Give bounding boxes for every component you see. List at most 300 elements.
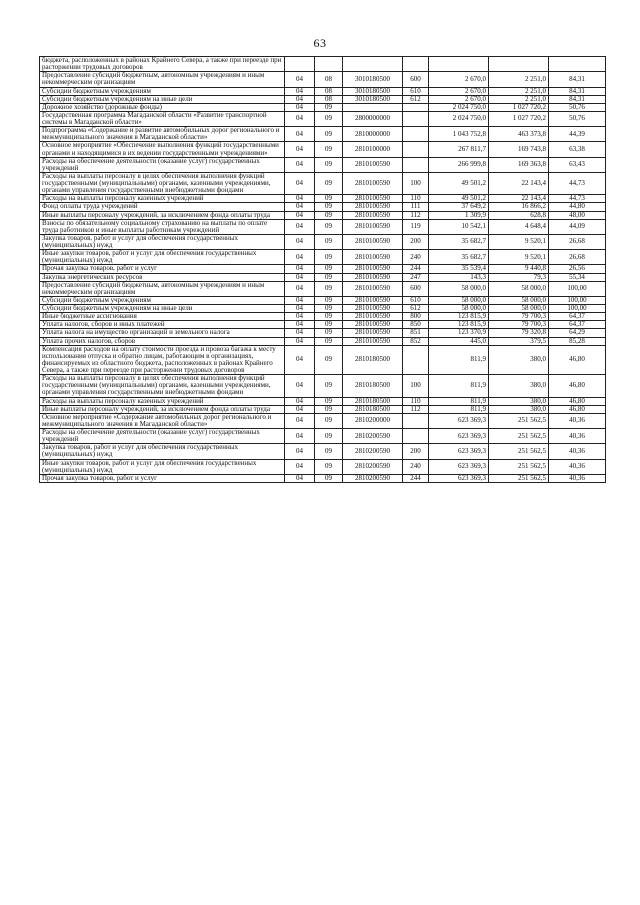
section-code-cell: 04 [285,375,315,397]
subsection-code-cell: 09 [315,250,343,265]
table-row [40,375,606,397]
planned-amount-cell: 623 369,3 [429,444,489,459]
execution-percent-cell: 64,29 [549,329,606,337]
target-article-cell: 2810200590 [343,429,403,444]
planned-amount-cell: 2 024 750,0 [429,103,489,111]
table-row [40,111,606,126]
executed-amount-cell: 16 866,2 [489,203,549,211]
target-article-cell [343,57,403,72]
executed-amount-cell [489,57,549,72]
expense-name-cell: Иные закупки товаров, работ и услуг для обеспечения государственных (муниципальных) нужд [40,459,285,474]
page-number: 63 [313,36,327,50]
execution-percent-cell: 64,37 [549,321,606,329]
target-article-cell: 2810200000 [343,413,403,428]
expense-type-cell: 111 [403,203,429,211]
section-code-cell: 04 [285,413,315,428]
section-code-cell: 04 [285,337,315,345]
execution-percent-cell [549,57,606,72]
target-article-cell: 3010180500 [343,95,403,103]
planned-amount-cell: 49 501,2 [429,172,489,194]
section-code-cell: 04 [285,345,315,375]
target-article-cell: 2810180500 [343,375,403,397]
section-code-cell: 04 [285,459,315,474]
expense-type-cell: 610 [403,87,429,95]
target-article-cell: 2810100590 [343,211,403,219]
execution-percent-cell: 26,68 [549,250,606,265]
expense-name-cell: Фонд оплаты труда учреждений [40,203,285,211]
expense-name-cell: Иные выплаты персоналу учреждений, за исключением фонда оплаты труда [40,405,285,413]
executed-amount-cell: 58 000,0 [489,296,549,304]
execution-percent-cell: 40,36 [549,429,606,444]
executed-amount-cell: 380,0 [489,345,549,375]
planned-amount-cell: 123 815,9 [429,321,489,329]
planned-amount-cell: 2 670,0 [429,95,489,103]
section-code-cell: 04 [285,429,315,444]
expense-type-cell: 612 [403,305,429,313]
execution-percent-cell: 100,00 [549,281,606,296]
expense-name-cell: Расходы на выплаты персоналу казенных учреждений [40,397,285,405]
planned-amount-cell: 58 000,0 [429,305,489,313]
expense-name-cell: Подпрограмма «Содержание и развитие автомобильных дорог регионального и межмуниципального значения в Магаданской области» [40,127,285,142]
expense-type-cell: 247 [403,273,429,281]
execution-percent-cell: 84,31 [549,87,606,95]
expense-name-cell: Предоставление субсидий бюджетным, автономным учреждениям и иным некоммерческим организациям [40,72,285,87]
table-row [40,219,606,234]
section-code-cell: 04 [285,397,315,405]
subsection-code-cell: 09 [315,429,343,444]
expense-name-cell: Прочая закупка товаров, работ и услуг [40,474,285,482]
planned-amount-cell: 37 649,2 [429,203,489,211]
table-body [40,57,606,483]
execution-percent-cell: 26,56 [549,265,606,273]
subsection-code-cell: 08 [315,87,343,95]
executed-amount-cell: 22 143,4 [489,195,549,203]
table-row [40,345,606,375]
expense-name-cell: Уплата налога на имущество организаций и земельного налога [40,329,285,337]
subsection-code-cell: 09 [315,281,343,296]
section-code-cell: 04 [285,72,315,87]
subsection-code-cell: 09 [315,111,343,126]
subsection-code-cell: 09 [315,321,343,329]
expense-type-cell: 600 [403,72,429,87]
execution-percent-cell: 40,36 [549,413,606,428]
executed-amount-cell: 2 251,0 [489,72,549,87]
expense-type-cell: 240 [403,250,429,265]
executed-amount-cell: 79 700,3 [489,321,549,329]
executed-amount-cell: 251 562,5 [489,413,549,428]
subsection-code-cell: 09 [315,474,343,482]
expense-type-cell: 612 [403,95,429,103]
planned-amount-cell: 143,3 [429,273,489,281]
executed-amount-cell: 380,0 [489,405,549,413]
expense-type-cell: 100 [403,375,429,397]
subsection-code-cell: 09 [315,265,343,273]
subsection-code-cell: 08 [315,95,343,103]
planned-amount-cell: 267 811,7 [429,142,489,157]
executed-amount-cell: 169 743,8 [489,142,549,157]
target-article-cell: 2810100590 [343,219,403,234]
expense-name-cell: Основное мероприятие «Содержание автомобильных дорог регионального и межмуниципального значения в Магаданской области» [40,413,285,428]
target-article-cell: 2810100000 [343,142,403,157]
table-row [40,142,606,157]
subsection-code-cell: 09 [315,103,343,111]
target-article-cell: 2810200590 [343,474,403,482]
execution-percent-cell: 46,80 [549,345,606,375]
section-code-cell: 04 [285,313,315,321]
section-code-cell: 04 [285,172,315,194]
target-article-cell: 2810100590 [343,273,403,281]
executed-amount-cell: 463 373,8 [489,127,549,142]
planned-amount-cell: 123 370,9 [429,329,489,337]
executed-amount-cell: 251 562,5 [489,459,549,474]
expense-name-cell: Расходы на выплаты персоналу казенных учреждений [40,195,285,203]
section-code-cell: 04 [285,95,315,103]
subsection-code-cell: 09 [315,172,343,194]
planned-amount-cell: 811,9 [429,397,489,405]
target-article-cell: 2810100590 [343,321,403,329]
subsection-code-cell: 09 [315,195,343,203]
section-code-cell: 04 [285,444,315,459]
target-article-cell: 2810100590 [343,195,403,203]
section-code-cell: 04 [285,265,315,273]
subsection-code-cell: 09 [315,234,343,249]
section-code-cell: 04 [285,281,315,296]
table-row [40,273,606,281]
expense-name-cell: Закупка энергетических ресурсов [40,273,285,281]
subsection-code-cell: 09 [315,444,343,459]
expense-name-cell: Иные выплаты персоналу учреждений, за исключением фонда оплаты труда [40,211,285,219]
execution-percent-cell: 84,31 [549,95,606,103]
target-article-cell: 2810180500 [343,405,403,413]
target-article-cell: 2810100590 [343,172,403,194]
execution-percent-cell: 48,00 [549,211,606,219]
target-article-cell: 2810100590 [343,313,403,321]
expense-name-cell: Взносы по обязательному социальному страхованию на выплаты по оплате труда работников и иные выплаты работникам учреждений [40,219,285,234]
section-code-cell: 04 [285,103,315,111]
table-row [40,474,606,482]
subsection-code-cell: 09 [315,337,343,345]
table-row [40,203,606,211]
execution-percent-cell: 63,43 [549,157,606,172]
planned-amount-cell: 49 501,2 [429,195,489,203]
executed-amount-cell: 628,8 [489,211,549,219]
table-row [40,459,606,474]
expense-name-cell: Расходы на выплаты персоналу в целях обеспечения выполнения функций государственными (муниципальными) органами, казенными учреждениями, органами управления государственными внебюджетными фондами [40,172,285,194]
planned-amount-cell: 123 815,9 [429,313,489,321]
expense-type-cell: 200 [403,234,429,249]
execution-percent-cell: 40,36 [549,474,606,482]
section-code-cell: 04 [285,127,315,142]
expense-type-cell [403,57,429,72]
expense-name-cell: Субсидии бюджетным учреждениям [40,296,285,304]
table-row [40,87,606,95]
executed-amount-cell: 1 027 720,2 [489,111,549,126]
expense-type-cell [403,103,429,111]
execution-percent-cell: 44,39 [549,127,606,142]
execution-percent-cell: 85,28 [549,337,606,345]
table-row [40,127,606,142]
planned-amount-cell: 2 670,0 [429,72,489,87]
planned-amount-cell [429,57,489,72]
planned-amount-cell: 1 043 752,8 [429,127,489,142]
section-code-cell: 04 [285,296,315,304]
target-article-cell: 2810000000 [343,127,403,142]
expense-type-cell: 610 [403,296,429,304]
execution-percent-cell: 44,80 [549,203,606,211]
subsection-code-cell: 09 [315,305,343,313]
target-article-cell: 2810100590 [343,234,403,249]
executed-amount-cell: 1 027 720,2 [489,103,549,111]
section-code-cell: 04 [285,157,315,172]
table-row [40,172,606,194]
target-article-cell: 2810100590 [343,203,403,211]
expense-type-cell [403,345,429,375]
subsection-code-cell: 09 [315,397,343,405]
expense-name-cell: Предоставление субсидий бюджетным, автономным учреждениям и иным некоммерческим организациям [40,281,285,296]
expense-name-cell: Уплата налогов, сборов и иных платежей [40,321,285,329]
subsection-code-cell: 09 [315,329,343,337]
section-code-cell: 04 [285,142,315,157]
target-article-cell: 3010180500 [343,87,403,95]
executed-amount-cell: 79 700,3 [489,313,549,321]
execution-percent-cell: 100,00 [549,305,606,313]
planned-amount-cell: 2 024 750,0 [429,111,489,126]
section-code-cell: 04 [285,234,315,249]
expense-type-cell [403,413,429,428]
table-row [40,281,606,296]
expense-type-cell: 112 [403,211,429,219]
expense-type-cell: 800 [403,313,429,321]
target-article-cell: 2810100590 [343,337,403,345]
expense-type-cell: 112 [403,405,429,413]
executed-amount-cell: 251 562,5 [489,474,549,482]
expense-type-cell: 851 [403,329,429,337]
execution-percent-cell: 46,80 [549,375,606,397]
target-article-cell: 2810100590 [343,329,403,337]
planned-amount-cell: 58 000,0 [429,281,489,296]
planned-amount-cell: 623 369,3 [429,413,489,428]
executed-amount-cell: 58 000,0 [489,281,549,296]
execution-percent-cell: 64,37 [549,313,606,321]
section-code-cell: 04 [285,321,315,329]
execution-percent-cell: 46,80 [549,405,606,413]
subsection-code-cell: 09 [315,296,343,304]
planned-amount-cell: 811,9 [429,405,489,413]
expense-type-cell: 110 [403,195,429,203]
expense-name-cell: Прочая закупка товаров, работ и услуг [40,265,285,273]
executed-amount-cell: 2 251,0 [489,87,549,95]
target-article-cell: 2810180500 [343,397,403,405]
planned-amount-cell: 811,9 [429,345,489,375]
target-article-cell: 2810100590 [343,265,403,273]
executed-amount-cell: 58 000,0 [489,305,549,313]
section-code-cell: 04 [285,211,315,219]
executed-amount-cell: 169 363,8 [489,157,549,172]
section-code-cell: 04 [285,250,315,265]
expense-type-cell: 240 [403,459,429,474]
section-code-cell: 04 [285,329,315,337]
expense-name-cell: Субсидии бюджетным учреждениям [40,87,285,95]
budget-execution-table [39,56,606,483]
planned-amount-cell: 266 999,8 [429,157,489,172]
table-row [40,413,606,428]
executed-amount-cell: 79,3 [489,273,549,281]
table-row [40,444,606,459]
executed-amount-cell: 9 520,1 [489,234,549,249]
executed-amount-cell: 251 562,5 [489,429,549,444]
executed-amount-cell: 9 520,1 [489,250,549,265]
expense-type-cell: 200 [403,444,429,459]
target-article-cell: 2810100590 [343,296,403,304]
subsection-code-cell: 09 [315,211,343,219]
target-article-cell: 2810100590 [343,157,403,172]
subsection-code-cell: 09 [315,405,343,413]
target-article-cell: 2810200590 [343,459,403,474]
subsection-code-cell: 09 [315,127,343,142]
table-row [40,329,606,337]
target-article-cell: 2810100590 [343,250,403,265]
table-row [40,265,606,273]
subsection-code-cell: 09 [315,157,343,172]
subsection-code-cell: 09 [315,219,343,234]
execution-percent-cell: 46,80 [549,397,606,405]
execution-percent-cell: 100,00 [549,296,606,304]
planned-amount-cell: 1 309,9 [429,211,489,219]
execution-percent-cell: 50,76 [549,103,606,111]
planned-amount-cell: 10 542,1 [429,219,489,234]
expense-type-cell [403,111,429,126]
section-code-cell: 04 [285,474,315,482]
expense-name-cell: Закупка товаров, работ и услуг для обеспечения государственных (муниципальных) нужд [40,234,285,249]
target-article-cell: 2810100590 [343,281,403,296]
target-article-cell [343,103,403,111]
execution-percent-cell: 63,38 [549,142,606,157]
expense-type-cell [403,127,429,142]
expense-name-cell: Дорожное хозяйство (дорожные фонды) [40,103,285,111]
expense-name-cell: Иные закупки товаров, работ и услуг для обеспечения государственных (муниципальных) нужд [40,250,285,265]
table-row [40,57,606,72]
section-code-cell: 04 [285,195,315,203]
table-row [40,234,606,249]
subsection-code-cell: 09 [315,203,343,211]
expense-name-cell: Расходы на обеспечение деятельности (оказание услуг) государственных учреждений [40,429,285,444]
section-code-cell: 04 [285,87,315,95]
subsection-code-cell: 09 [315,375,343,397]
expense-name-cell: Расходы на обеспечение деятельности (оказание услуг) государственных учреждений [40,157,285,172]
expense-name-cell: Компенсация расходов на оплату стоимости проезда и провоза багажа к месту использования отпуска и обратно лицам, работающим в организациях, финансируемых из областного бюджета, расположенных в районах Крайнего Севера, а также при переезде при расторжении трудовых договоров [40,345,285,375]
expense-type-cell: 119 [403,219,429,234]
subsection-code-cell [315,57,343,72]
subsection-code-cell: 08 [315,72,343,87]
executed-amount-cell: 2 251,0 [489,95,549,103]
executed-amount-cell: 9 440,8 [489,265,549,273]
execution-percent-cell: 26,68 [549,234,606,249]
expense-name-cell: Основное мероприятие «Обеспечение выполнения функций государственными органами и находящимися в их ведении государственными учреждениями» [40,142,285,157]
expense-name-cell: Субсидии бюджетным учреждениям на иные цели [40,95,285,103]
target-article-cell: 2810100590 [343,305,403,313]
planned-amount-cell: 445,0 [429,337,489,345]
expense-type-cell [403,142,429,157]
planned-amount-cell: 623 369,3 [429,429,489,444]
expense-name-cell: бюджета, расположенных в районах Крайнего Севера, а также при переезде при расторжении трудовых договоров [40,57,285,72]
execution-percent-cell: 84,31 [549,72,606,87]
table-row [40,250,606,265]
expense-type-cell: 850 [403,321,429,329]
expense-type-cell: 852 [403,337,429,345]
executed-amount-cell: 251 562,5 [489,444,549,459]
planned-amount-cell: 58 000,0 [429,296,489,304]
section-code-cell: 04 [285,305,315,313]
planned-amount-cell: 811,9 [429,375,489,397]
expense-name-cell: Расходы на выплаты персоналу в целях обеспечения выполнения функций государственными (муниципальными) органами, казенными учреждениями, органами управления государственными внебюджетными фондами [40,375,285,397]
target-article-cell: 2810200590 [343,444,403,459]
planned-amount-cell: 35 682,7 [429,250,489,265]
target-article-cell: 2810180500 [343,345,403,375]
executed-amount-cell: 380,0 [489,397,549,405]
executed-amount-cell: 379,5 [489,337,549,345]
execution-percent-cell: 40,36 [549,444,606,459]
execution-percent-cell: 44,09 [549,219,606,234]
expense-type-cell [403,157,429,172]
table-row [40,397,606,405]
subsection-code-cell: 09 [315,142,343,157]
section-code-cell: 04 [285,203,315,211]
planned-amount-cell: 35 539,4 [429,265,489,273]
expense-type-cell: 110 [403,397,429,405]
executed-amount-cell: 380,0 [489,375,549,397]
expense-type-cell: 600 [403,281,429,296]
expense-name-cell: Субсидии бюджетным учреждениям на иные цели [40,305,285,313]
table-row [40,337,606,345]
planned-amount-cell: 623 369,3 [429,459,489,474]
subsection-code-cell: 09 [315,313,343,321]
expense-name-cell: Государственная программа Магаданской области «Развитие транспортной системы в Магаданской области» [40,111,285,126]
section-code-cell: 04 [285,111,315,126]
expense-type-cell: 244 [403,265,429,273]
subsection-code-cell: 09 [315,413,343,428]
execution-percent-cell: 50,76 [549,111,606,126]
executed-amount-cell: 22 143,4 [489,172,549,194]
expense-name-cell: Иные бюджетные ассигнования [40,313,285,321]
execution-percent-cell: 40,36 [549,459,606,474]
execution-percent-cell: 44,73 [549,172,606,194]
section-code-cell: 04 [285,405,315,413]
subsection-code-cell: 09 [315,273,343,281]
subsection-code-cell: 09 [315,459,343,474]
section-code-cell: 04 [285,219,315,234]
planned-amount-cell: 35 682,7 [429,234,489,249]
target-article-cell: 2800000000 [343,111,403,126]
section-code-cell [285,57,315,72]
expense-name-cell: Уплата прочих налогов, сборов [40,337,285,345]
table-row [40,157,606,172]
execution-percent-cell: 55,34 [549,273,606,281]
target-article-cell: 3010180500 [343,72,403,87]
execution-percent-cell: 44,73 [549,195,606,203]
executed-amount-cell: 79 320,8 [489,329,549,337]
planned-amount-cell: 2 670,0 [429,87,489,95]
planned-amount-cell: 623 369,3 [429,474,489,482]
expense-type-cell [403,429,429,444]
executed-amount-cell: 4 648,4 [489,219,549,234]
table-row [40,429,606,444]
table-row [40,211,606,219]
expense-type-cell: 100 [403,172,429,194]
expense-type-cell: 244 [403,474,429,482]
expense-name-cell: Закупка товаров, работ и услуг для обеспечения государственных (муниципальных) нужд [40,444,285,459]
section-code-cell: 04 [285,273,315,281]
subsection-code-cell: 09 [315,345,343,375]
